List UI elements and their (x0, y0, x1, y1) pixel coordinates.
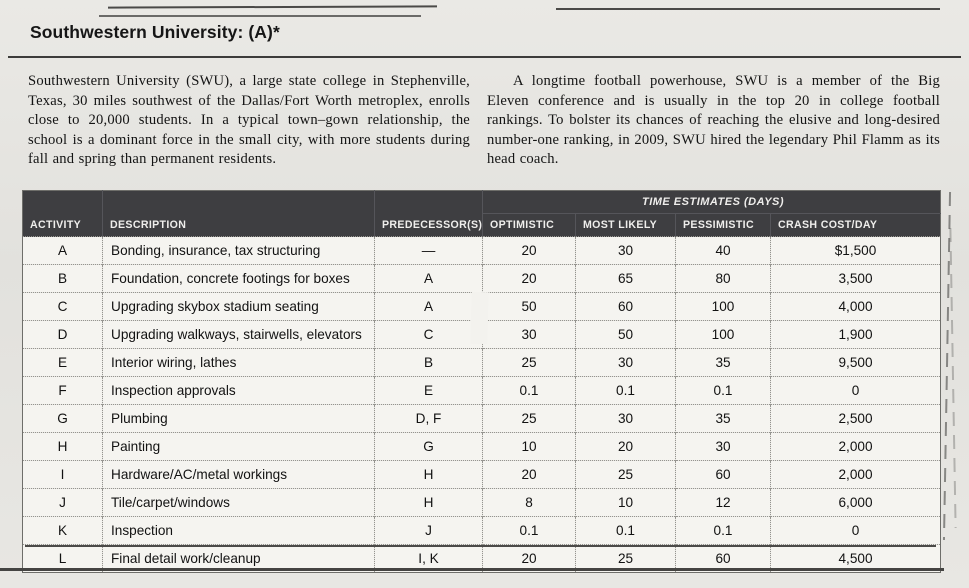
column-header-predecessors: PREDECESSOR(S) (375, 191, 483, 237)
column-header-optimistic: OPTIMISTIC (483, 214, 576, 237)
pessimistic-cell: 80 (676, 265, 771, 293)
predecessors-cell: H (375, 461, 483, 489)
activity-cell: G (23, 405, 103, 433)
description-cell: Foundation, concrete footings for boxes (103, 265, 375, 293)
most-likely-cell: 0.1 (576, 377, 676, 405)
optimistic-cell: 50 (483, 293, 576, 321)
crash-cost-cell: 4,000 (771, 293, 941, 321)
column-header-description: DESCRIPTION (103, 191, 375, 237)
most-likely-cell: 30 (576, 349, 676, 377)
predecessors-cell: A (375, 293, 483, 321)
intro-paragraph-right: A longtime football powerhouse, SWU is a member of the Big Eleven conference and is usually in the top 20 in college football rankings. To bolster its chances of reaching the elusive and long-desired number-one ranking, in 2009, SWU hired the legendary Phil Flamm as its head coach. (487, 73, 940, 168)
crash-cost-cell: 2,000 (771, 461, 941, 489)
most-likely-cell: 25 (576, 545, 676, 573)
page-title: Southwestern University: (A)* (30, 22, 280, 42)
activity-cell: A (23, 237, 103, 265)
optimistic-cell: 8 (483, 489, 576, 517)
predecessors-cell: A (375, 265, 483, 293)
column-header-most-likely: MOST LIKELY (576, 214, 676, 237)
activity-cell: L (23, 545, 103, 573)
predecessors-cell: G (375, 433, 483, 461)
most-likely-cell: 60 (576, 293, 676, 321)
crash-cost-cell: 0 (771, 377, 941, 405)
activity-cell: F (23, 377, 103, 405)
description-cell: Plumbing (103, 405, 375, 433)
table-row (23, 237, 941, 265)
predecessors-cell: B (375, 349, 483, 377)
activity-cell: B (23, 265, 103, 293)
description-cell: Painting (103, 433, 375, 461)
pessimistic-cell: 100 (676, 321, 771, 349)
pessimistic-cell: 35 (676, 405, 771, 433)
most-likely-cell: 65 (576, 265, 676, 293)
activity-table (22, 190, 941, 573)
optimistic-cell: 20 (483, 237, 576, 265)
crash-cost-cell: 1,900 (771, 321, 941, 349)
predecessors-cell: — (375, 237, 483, 265)
column-header-crash-cost: CRASH COST/DAY (771, 214, 941, 237)
activity-cell: E (23, 349, 103, 377)
optimistic-cell: 25 (483, 349, 576, 377)
most-likely-cell: 10 (576, 489, 676, 517)
activity-table-wrapper (22, 190, 940, 573)
activity-cell: C (23, 293, 103, 321)
scan-artifact-line (556, 8, 940, 10)
predecessors-cell: E (375, 377, 483, 405)
description-cell: Inspection (103, 517, 375, 545)
optimistic-cell: 25 (483, 405, 576, 433)
most-likely-cell: 30 (576, 237, 676, 265)
most-likely-cell: 20 (576, 433, 676, 461)
scan-edge-streak (949, 228, 956, 528)
predecessors-cell: C (375, 321, 483, 349)
intro-paragraph-left: Southwestern University (SWU), a large state college in Stephenville, Texas, 30 miles southwest of the Dallas/Fort Worth metroplex, enrolls close to 20,000 students. In a typical town–gown relationship, the school is a dominant force in the small city, with more students during fall and spring than permanent residents. (28, 73, 470, 168)
activity-cell: J (23, 489, 103, 517)
crash-cost-cell: $1,500 (771, 237, 941, 265)
optimistic-cell: 10 (483, 433, 576, 461)
pessimistic-cell: 35 (676, 349, 771, 377)
description-cell: Hardware/AC/metal workings (103, 461, 375, 489)
crash-cost-cell: 2,500 (771, 405, 941, 433)
title-rule (8, 56, 961, 58)
scan-artifact-line (25, 545, 936, 547)
table-row (23, 461, 941, 489)
pessimistic-cell: 40 (676, 237, 771, 265)
description-cell: Final detail work/cleanup (103, 545, 375, 573)
table-row (23, 405, 941, 433)
table-row (23, 489, 941, 517)
pessimistic-cell: 60 (676, 545, 771, 573)
activity-cell: I (23, 461, 103, 489)
description-cell: Bonding, insurance, tax structuring (103, 237, 375, 265)
activity-table-header (23, 191, 941, 237)
most-likely-cell: 0.1 (576, 517, 676, 545)
scan-artifact-line (108, 5, 437, 8)
optimistic-cell: 20 (483, 461, 576, 489)
predecessors-cell: J (375, 517, 483, 545)
activity-cell: H (23, 433, 103, 461)
optimistic-cell: 20 (483, 545, 576, 573)
activity-table-body (23, 237, 941, 573)
pessimistic-cell: 100 (676, 293, 771, 321)
crash-cost-cell: 6,000 (771, 489, 941, 517)
table-row (23, 433, 941, 461)
table-row (23, 349, 941, 377)
description-cell: Upgrading walkways, stairwells, elevators (103, 321, 375, 349)
most-likely-cell: 50 (576, 321, 676, 349)
crash-cost-cell: 2,000 (771, 433, 941, 461)
pessimistic-cell: 0.1 (676, 517, 771, 545)
crash-cost-cell: 3,500 (771, 265, 941, 293)
whiteout-correction-mark (470, 292, 488, 344)
predecessors-cell: H (375, 489, 483, 517)
optimistic-cell: 0.1 (483, 377, 576, 405)
activity-cell: D (23, 321, 103, 349)
pessimistic-cell: 60 (676, 461, 771, 489)
description-cell: Tile/carpet/windows (103, 489, 375, 517)
predecessors-cell: I, K (375, 545, 483, 573)
scan-artifact-line (0, 568, 944, 571)
column-header-activity: ACTIVITY (23, 191, 103, 237)
pessimistic-cell: 0.1 (676, 377, 771, 405)
activity-cell: K (23, 517, 103, 545)
description-cell: Interior wiring, lathes (103, 349, 375, 377)
description-cell: Inspection approvals (103, 377, 375, 405)
crash-cost-cell: 9,500 (771, 349, 941, 377)
scan-artifact-line (99, 15, 421, 17)
column-header-pessimistic: PESSIMISTIC (676, 214, 771, 237)
crash-cost-cell: 4,500 (771, 545, 941, 573)
predecessors-cell: D, F (375, 405, 483, 433)
pessimistic-cell: 30 (676, 433, 771, 461)
description-cell: Upgrading skybox stadium seating (103, 293, 375, 321)
most-likely-cell: 30 (576, 405, 676, 433)
optimistic-cell: 0.1 (483, 517, 576, 545)
table-row (23, 265, 941, 293)
optimistic-cell: 20 (483, 265, 576, 293)
optimistic-cell: 30 (483, 321, 576, 349)
crash-cost-cell: 0 (771, 517, 941, 545)
time-estimates-group-header: TIME ESTIMATES (DAYS) (483, 191, 941, 214)
pessimistic-cell: 12 (676, 489, 771, 517)
most-likely-cell: 25 (576, 461, 676, 489)
table-row (23, 377, 941, 405)
table-row (23, 517, 941, 545)
